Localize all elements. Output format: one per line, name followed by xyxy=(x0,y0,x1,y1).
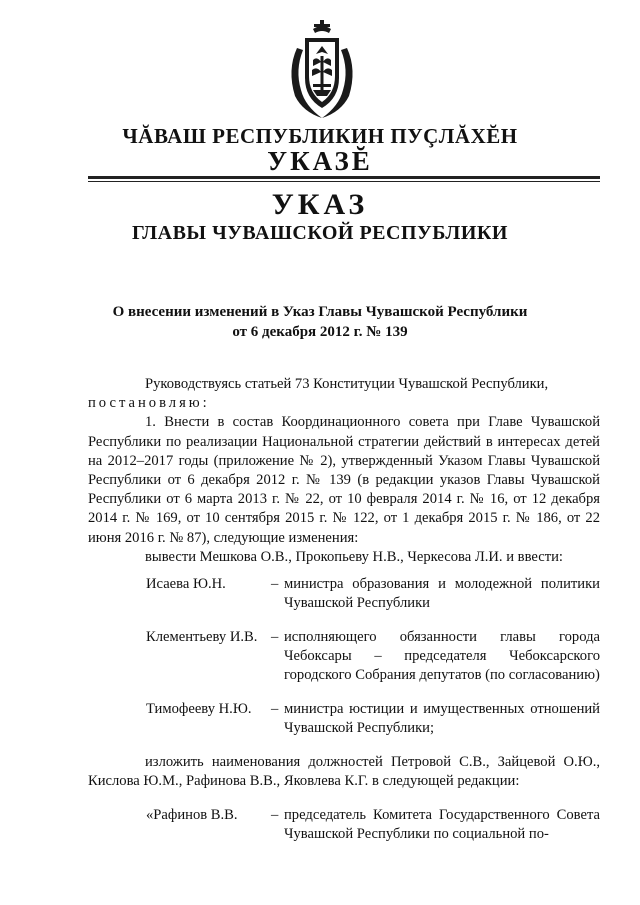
member-position: министра юстиции и имущественных отношений Чувашской Республики; xyxy=(284,701,600,737)
header-chuvash-line2: УКАЗĔ xyxy=(267,146,373,176)
paragraph-decree-word: постановляю: xyxy=(88,395,210,412)
member-position: министра образования и молодежной политики Чувашской Республики xyxy=(284,576,600,612)
member-position: председатель Комитета Государственного Совета Чувашской Республики по социальной по- xyxy=(284,807,600,843)
member-dash: – xyxy=(271,807,279,823)
member-name: «Рафинов В.В. xyxy=(146,807,238,823)
body-rename xyxy=(88,753,600,791)
member-dash: – xyxy=(271,576,279,592)
body-intro xyxy=(88,375,600,567)
paragraph-preamble: Руководствуясь статьей 73 Конституции Чувашской Республики, xyxy=(145,376,549,392)
paragraph-item-1: 1. Внести в состав Координационного совета при Главе Чувашской Республики по реализации Национальной стратегии действий в интересах детей на 2012–2017 годы (приложение № 2), утвержденный Указом Главы Чувашской Республики от 6 декабря 2012 г. № 139 (в редакции указов Главы Чувашской Республики от 6 марта 2013 г. № 22, от 10 февраля 2014 г. № 16, от 12 декабря 2014 г. № 169, от 10 сентября 2015 г. № 122, от 1 декабря 2015 г. № 186, от 22 июня 2016 г. № 87), следующие изменения: xyxy=(88,414,600,546)
member-position: исполняющего обязанности главы города Чебоксары – председателя Чебоксарского городского Собрания депутатов (по согласованию) xyxy=(284,629,600,684)
member-name: Клементьеву И.В. xyxy=(146,629,258,645)
document-title xyxy=(0,302,640,342)
header-divider-thin xyxy=(88,181,600,182)
member-dash: – xyxy=(271,701,279,717)
chuvash-emblem-icon xyxy=(283,20,361,120)
header-russian-line1: УКАЗ xyxy=(271,188,369,221)
member-name: Исаева Ю.Н. xyxy=(146,576,226,592)
header-russian-line2: ГЛАВЫ ЧУВАШСКОЙ РЕСПУБЛИКИ xyxy=(132,222,508,244)
header-chuvash-line1: ЧĂВАШ РЕСПУБЛИКИН ПУÇЛĂХĔН xyxy=(122,124,518,148)
member-name: Тимофееву Н.Ю. xyxy=(146,701,252,717)
paragraph-changes: вывести Мешкова О.В., Прокопьеву Н.В., Черкесова Л.И. и ввести: xyxy=(145,548,563,565)
member-dash: – xyxy=(271,629,279,645)
title-line1: О внесении изменений в Указ Главы Чувашской Республики xyxy=(112,304,528,320)
paragraph-rename: изложить наименования должностей Петровой С.В., Зайцевой О.Ю., Кислова Ю.М., Рафинова В.В., Яковлева К.Г. в следующей редакции: xyxy=(88,754,600,790)
title-line2: от 6 декабря 2012 г. № 139 xyxy=(232,324,408,340)
header-divider-thick xyxy=(88,176,600,179)
